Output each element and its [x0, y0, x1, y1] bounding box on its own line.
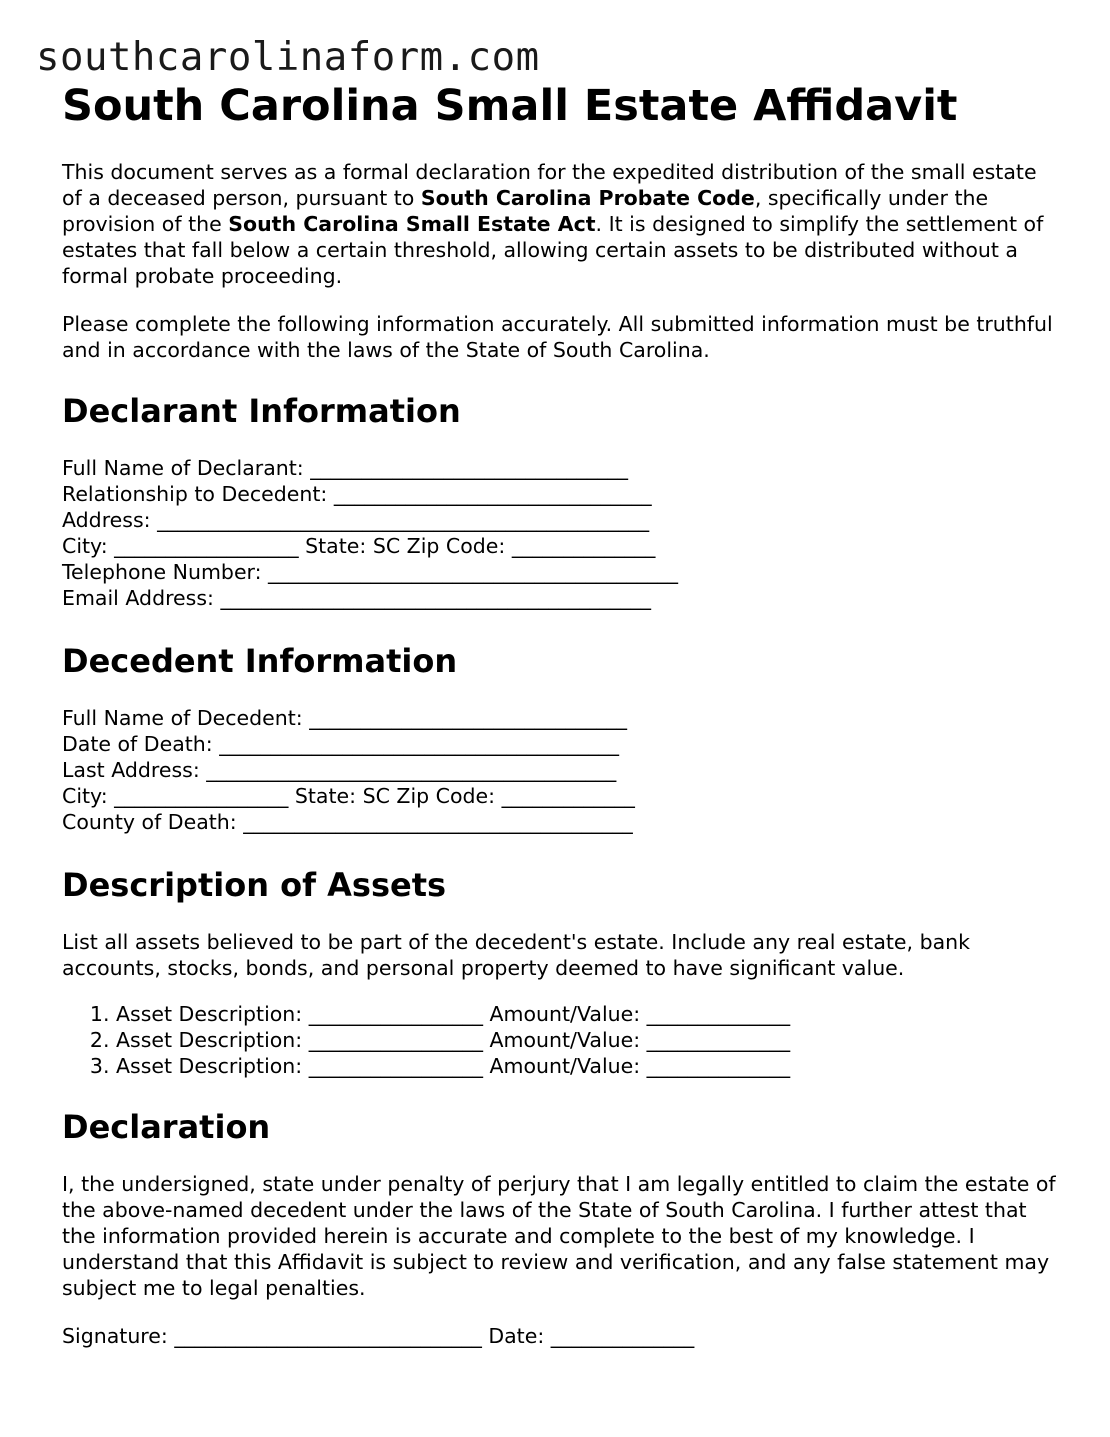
- declarant-relationship-field[interactable]: Relationship to Decedent: _______________________________: [62, 482, 652, 506]
- small-estate-act-reference: South Carolina Small Estate Act: [228, 212, 596, 236]
- declarant-email-field[interactable]: Email Address: __________________________________________: [62, 586, 651, 610]
- declarant-address-field[interactable]: Address: ________________________________________________: [62, 508, 650, 532]
- signature-date-field[interactable]: Signature: ______________________________ Date: ______________: [62, 1324, 695, 1348]
- decedent-fields: [62, 705, 1062, 835]
- intro-text-2: , specifically under the provision of the: [62, 186, 989, 236]
- declarant-full-name-field[interactable]: Full Name of Declarant: _______________________________: [62, 456, 628, 480]
- declarant-city-state-zip-field[interactable]: City: __________________ State: SC Zip Code: ______________: [62, 534, 656, 558]
- decedent-last-address-field[interactable]: Last Address: ________________________________________: [62, 758, 617, 782]
- decedent-heading: Decedent Information: [62, 642, 458, 680]
- site-watermark: southcarolinaform.com: [36, 35, 540, 80]
- assets-instructions: List all assets believed to be part of the decedent's estate. Include any real estate, bank accounts, stocks, bonds, and personal property deemed to have significant value.: [62, 930, 971, 980]
- probate-code-reference: South Carolina Probate Code: [420, 186, 755, 210]
- declaration-statement: I, the undersigned, state under penalty of perjury that I am legally entitled to claim the estate of the above-named decedent under the laws of the State of South Carolina. I further attest that the information provided herein is accurate and complete to the best of my knowledge. I understand that this Affidavit is subject to review and verification, and any false statement may subject me to legal penalties.: [62, 1172, 1056, 1300]
- declarant-fields: [62, 455, 1062, 611]
- intro-text-3: . It is designed to simplify the settlement of estates that fall below a certain threshold, allowing certain assets to be distributed without a formal probate proceeding.: [62, 212, 1044, 288]
- declarant-telephone-field[interactable]: Telephone Number: ________________________________________: [62, 560, 679, 584]
- instructions-paragraph: Please complete the following information accurately. All submitted information must be truthful and in accordance with the laws of the State of South Carolina.: [62, 312, 1053, 362]
- declarant-heading: Declarant Information: [62, 392, 461, 430]
- intro-text-1: This document serves as a formal declaration for the expedited distribution of the small estate of a deceased person, pursuant to: [62, 160, 1037, 210]
- decedent-date-of-death-field[interactable]: Date of Death: _______________________________________: [62, 732, 619, 756]
- affidavit-document: [62, 78, 1062, 1349]
- asset-item-3[interactable]: 3. Asset Description: _________________ Amount/Value: ______________: [116, 1053, 1062, 1079]
- asset-item-2[interactable]: 2. Asset Description: _________________ Amount/Value: ______________: [116, 1027, 1062, 1053]
- decedent-county-of-death-field[interactable]: County of Death: ______________________________________: [62, 810, 633, 834]
- asset-item-1[interactable]: 1. Asset Description: _________________ Amount/Value: ______________: [116, 1001, 1062, 1027]
- intro-paragraph: [62, 159, 1062, 289]
- decedent-full-name-field[interactable]: Full Name of Decedent: _______________________________: [62, 706, 627, 730]
- decedent-city-state-zip-field[interactable]: City: _________________ State: SC Zip Code: _____________: [62, 784, 635, 808]
- asset-list: [62, 1001, 1062, 1079]
- declaration-heading: Declaration: [62, 1108, 271, 1146]
- assets-heading: Description of Assets: [62, 866, 447, 904]
- document-title: South Carolina Small Estate Affidavit: [62, 81, 958, 131]
